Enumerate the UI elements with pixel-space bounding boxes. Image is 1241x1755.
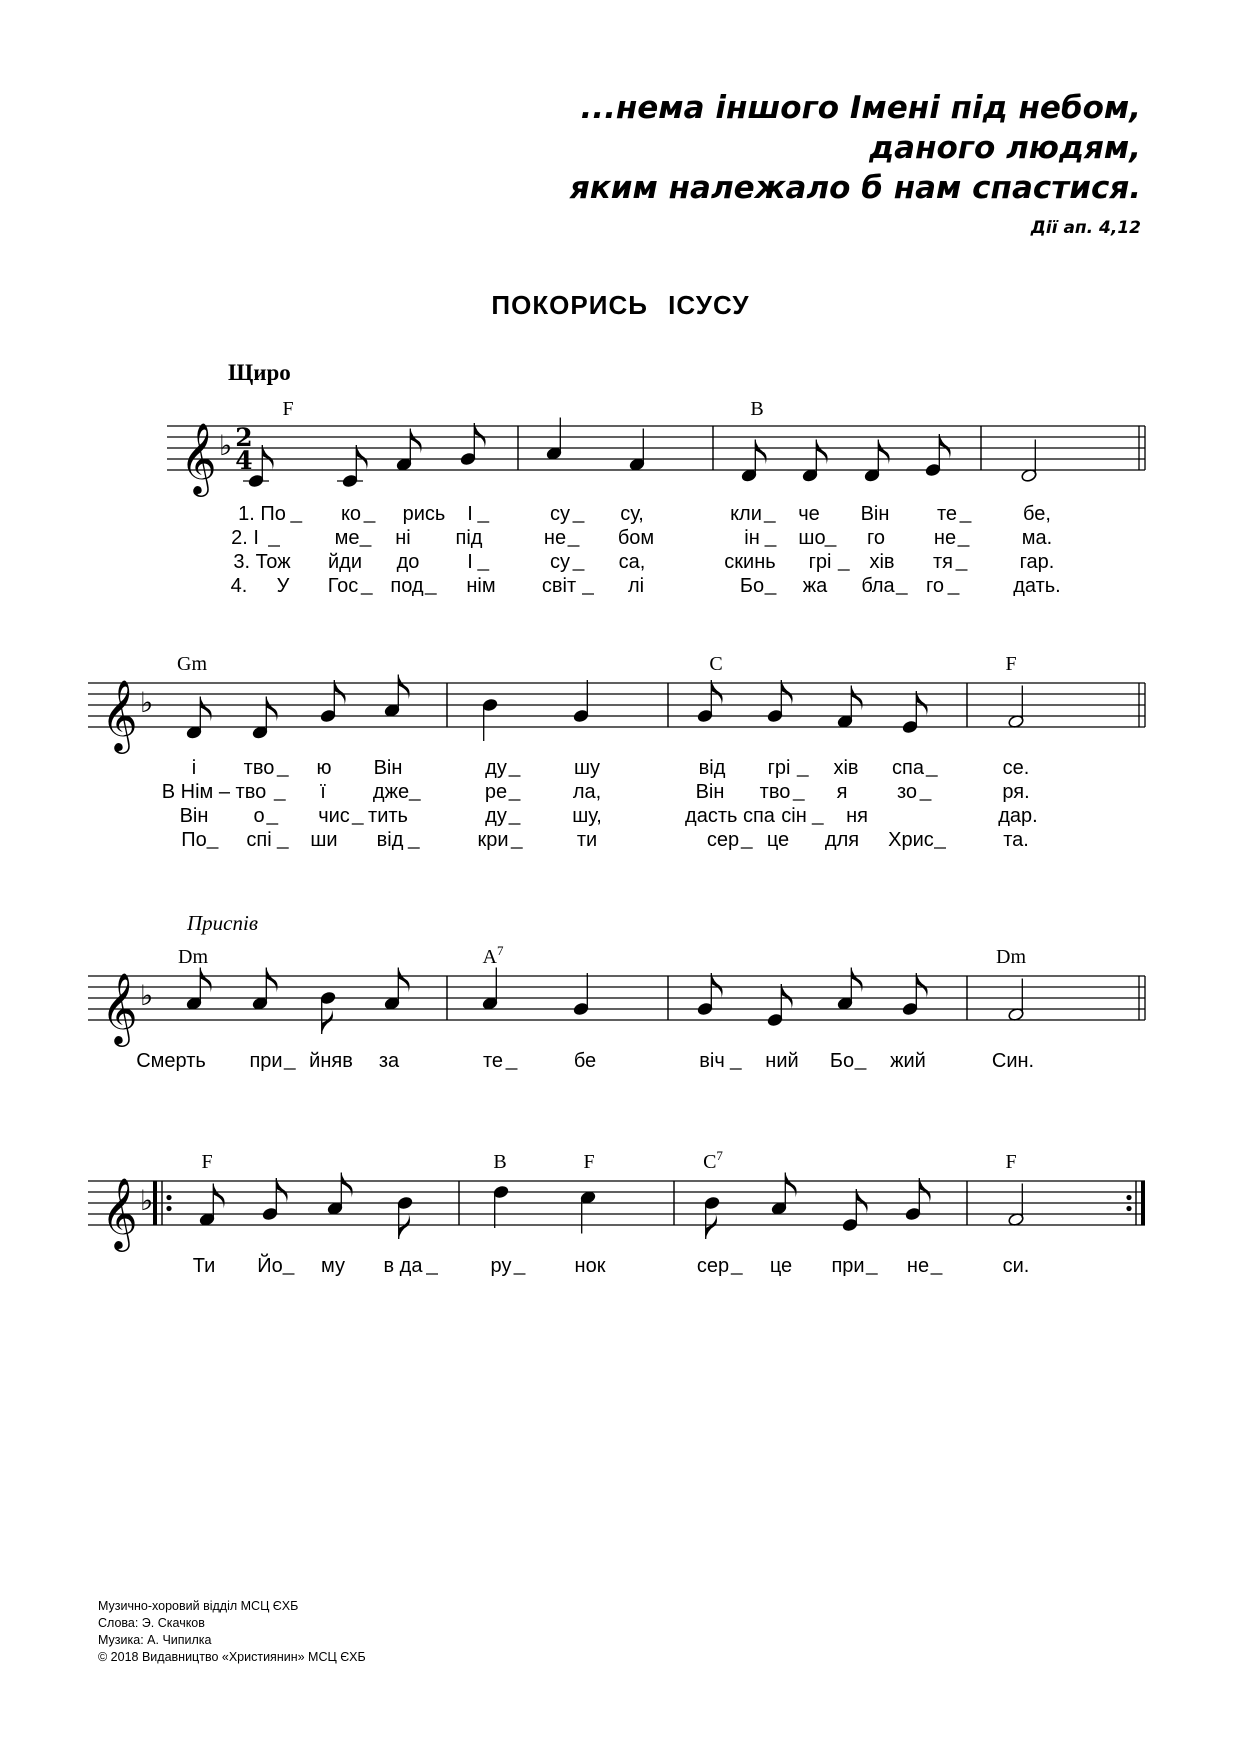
lyric-syllable: ко — [340, 503, 362, 525]
lyric-syllable: І — [467, 551, 473, 573]
note — [1008, 686, 1025, 729]
chord-symbol: B — [493, 1151, 507, 1173]
chord-symbol: F — [201, 1151, 213, 1173]
chord-symbol: F — [1005, 653, 1017, 675]
note-flag — [878, 440, 889, 465]
note — [320, 680, 346, 723]
lyric-syllable: чис — [318, 805, 350, 827]
lyric-syllable: йняв — [309, 1050, 353, 1072]
lyric-syllable: шо — [798, 527, 826, 549]
note — [337, 445, 368, 488]
chord-symbol: F — [1005, 1151, 1017, 1173]
repeat-start-thick — [153, 1181, 157, 1225]
credits-lyrics: Слова: Э. Скачков — [98, 1616, 205, 1630]
lyric-syllable: Гос — [327, 575, 359, 597]
note — [629, 429, 646, 472]
time-signature-bottom: 4 — [235, 446, 253, 475]
lyric-syllable: су — [550, 551, 570, 573]
flat-key-signature: ♭ — [219, 429, 233, 462]
lyric-syllable: сер — [696, 1255, 730, 1277]
chord-symbol: C — [709, 653, 723, 675]
chorus-label: Приспів — [187, 911, 258, 935]
song-title-word-1: ПОКОРИСЬ — [491, 290, 648, 320]
lyric-syllable: ши — [310, 829, 338, 851]
treble-clef-icon: 𝄞 — [180, 421, 217, 494]
note-flag — [410, 429, 421, 454]
note-flag — [916, 973, 927, 998]
lyric-syllable: бом — [617, 527, 655, 549]
lyric-syllable: нім — [466, 575, 496, 597]
lyric-syllable: І — [467, 503, 473, 525]
lyric-syllable: го — [867, 527, 885, 549]
note — [252, 968, 278, 1011]
lyric-syllable: і — [191, 757, 197, 779]
note — [186, 697, 212, 740]
lyric-syllable: Ти — [192, 1255, 216, 1277]
lyric-syllable: гар. — [1019, 551, 1055, 573]
note-flag — [398, 968, 409, 993]
tempo-marking: Щиро — [228, 360, 291, 385]
lyric-syllable: дасть спа — [685, 805, 775, 827]
note — [580, 1190, 597, 1233]
lyric-syllable: кли — [730, 503, 762, 525]
lyric-syllable: в да — [383, 1255, 423, 1277]
lyric-syllable: че — [798, 503, 820, 525]
epigraph-reference: Дії ап. 4,12 — [1030, 218, 1141, 238]
lyric-syllable: світ — [541, 575, 577, 597]
note — [837, 968, 863, 1011]
epigraph-line-3: яким належало б нам спастися. — [569, 170, 1141, 206]
note-flag — [341, 1173, 352, 1198]
note — [384, 968, 410, 1011]
lyric-syllable: Смерть — [136, 1050, 206, 1072]
lyric-syllable: те — [482, 1050, 504, 1072]
lyric-syllable: ю — [316, 757, 332, 779]
chord-symbol: B — [750, 398, 764, 420]
note-flag — [356, 445, 367, 470]
lyric-syllable: нок — [574, 1255, 606, 1277]
note — [320, 991, 337, 1034]
lyric-syllable: дар. — [998, 805, 1038, 827]
lyric-syllable: тя — [933, 551, 953, 573]
note — [842, 1189, 868, 1232]
note — [771, 1173, 797, 1216]
lyric-syllable: при — [831, 1255, 865, 1277]
note-flag — [916, 691, 927, 716]
note-flag — [939, 434, 950, 459]
note — [482, 968, 499, 1011]
staff-system — [88, 653, 1145, 851]
note-flag — [781, 680, 792, 705]
flat-key-signature: ♭ — [140, 1184, 154, 1217]
note — [837, 686, 863, 729]
lyric-syllable: бе, — [1023, 503, 1051, 525]
lyric-syllable: грі — [808, 551, 832, 573]
lyric-syllable: йди — [327, 551, 363, 573]
chord-symbol: Dm — [178, 946, 208, 968]
lyric-syllable: лі — [627, 575, 645, 597]
note-flag — [200, 968, 211, 993]
note — [741, 440, 767, 483]
lyric-syllable: це — [769, 1255, 793, 1277]
lyric-syllable: хів — [869, 551, 895, 573]
lyric-syllable: 1. По — [238, 503, 286, 525]
lyric-syllable: не — [906, 1255, 930, 1277]
note — [327, 1173, 353, 1216]
lyric-syllable: ін — [744, 527, 760, 549]
time-signature-top: 2 — [235, 423, 253, 452]
lyric-syllable: Він — [695, 781, 725, 803]
note-flag — [266, 968, 277, 993]
lyric-syllable: бла — [861, 575, 895, 597]
note-flag — [266, 697, 277, 722]
note — [546, 418, 563, 461]
lyric-syllable: спа — [892, 757, 924, 779]
repeat-dot — [1126, 1195, 1131, 1200]
lyric-syllable: не — [933, 527, 957, 549]
lyric-syllable: віч — [699, 1050, 725, 1072]
lyric-syllable: го — [926, 575, 944, 597]
note-flag — [816, 440, 827, 465]
note — [697, 973, 723, 1016]
lyric-syllable: 4. — [230, 575, 248, 597]
note — [902, 973, 928, 1016]
lyric-syllable: та. — [1003, 829, 1029, 851]
note — [186, 968, 212, 1011]
note — [396, 429, 422, 472]
note — [482, 698, 499, 741]
lyric-syllable: си. — [1002, 1255, 1030, 1277]
credits-department: Музично-хоровий відділ МСЦ ЄХБ — [98, 1599, 299, 1613]
lyric-syllable: Він — [179, 805, 209, 827]
note — [767, 984, 793, 1027]
note — [573, 680, 590, 723]
note-flag — [851, 968, 862, 993]
credits — [98, 1598, 366, 1666]
lyric-syllable: ма. — [1021, 527, 1053, 549]
lyric-syllable: 2. І — [231, 527, 259, 549]
chord-symbol: F — [583, 1151, 595, 1173]
lyric-syllable: я — [836, 781, 848, 803]
lyric-syllable: ня — [846, 805, 868, 827]
treble-clef-icon: 𝄞 — [101, 971, 138, 1044]
lyric-syllable: жий — [890, 1050, 926, 1072]
lyric-syllable: В Нім – тво — [161, 781, 267, 803]
note-flag — [781, 984, 792, 1009]
repeat-dot — [166, 1206, 171, 1211]
note-flag — [399, 1214, 410, 1239]
note — [1008, 979, 1025, 1022]
note — [493, 1185, 510, 1228]
note — [573, 973, 590, 1016]
lyric-syllable: Хрис — [888, 829, 934, 851]
lyric-syllable: під — [455, 527, 483, 549]
lyric-syllable: тво — [759, 781, 791, 803]
lyric-syllable: хів — [833, 757, 859, 779]
lyric-syllable: дать. — [1013, 575, 1061, 597]
repeat-dot — [1126, 1206, 1131, 1211]
note — [262, 1178, 288, 1221]
lyric-syllable: ти — [576, 829, 598, 851]
lyric-syllable: Син. — [991, 1050, 1035, 1072]
lyric-syllable: ла, — [572, 781, 602, 803]
note — [905, 1178, 931, 1221]
note-flag — [398, 675, 409, 700]
staff-system — [88, 1148, 1145, 1277]
credits-music: Музика: А. Чипилка — [98, 1633, 212, 1647]
lyric-syllable: Бо — [829, 1050, 855, 1072]
lyric-syllable: не — [543, 527, 567, 549]
lyric-syllable: шу — [573, 757, 601, 779]
lyric-syllable: рись — [402, 503, 446, 525]
note — [902, 691, 928, 734]
note — [925, 434, 951, 477]
note-flag — [706, 1214, 717, 1239]
flat-key-signature: ♭ — [140, 979, 154, 1012]
lyric-syllable: му — [321, 1255, 345, 1277]
note-flag — [755, 440, 766, 465]
lyric-syllable: под — [390, 575, 424, 597]
note-flag — [474, 423, 485, 448]
lyric-syllable: жа — [802, 575, 828, 597]
lyric-syllable: це — [766, 829, 790, 851]
lyric-syllable: зо — [896, 781, 918, 803]
note-flag — [322, 1009, 333, 1034]
note-flag — [711, 680, 722, 705]
lyric-syllable: ний — [765, 1050, 799, 1072]
lyric-syllable: за — [378, 1050, 400, 1072]
lyric-syllable: грі — [767, 757, 791, 779]
chord-symbol: F — [282, 398, 294, 420]
lyric-syllable: від — [698, 757, 726, 779]
lyric-syllable: від — [376, 829, 404, 851]
lyric-syllable: при — [249, 1050, 283, 1072]
note — [864, 440, 890, 483]
lyric-syllable: до — [396, 551, 420, 573]
lyric-syllable: Він — [860, 503, 890, 525]
lyric-syllable: о — [253, 805, 265, 827]
lyric-syllable: спі — [246, 829, 272, 851]
note-flag — [276, 1178, 287, 1203]
lyric-syllable: Він — [373, 757, 403, 779]
note-flag — [856, 1189, 867, 1214]
lyric-syllable: су — [550, 503, 570, 525]
note — [460, 423, 486, 466]
lyric-syllable: для — [824, 829, 860, 851]
note — [1021, 440, 1038, 483]
chord-symbol: $C^7$ — [703, 1148, 723, 1173]
lyric-syllable: ру — [490, 1255, 512, 1277]
lyric-syllable: ї — [320, 781, 326, 803]
chord-symbol: Gm — [177, 653, 207, 675]
treble-clef-icon: 𝄞 — [101, 1176, 138, 1249]
lyric-syllable: сер — [706, 829, 740, 851]
lyric-syllable: сін — [781, 805, 807, 827]
staff-system — [167, 398, 1145, 597]
lyric-syllable: ні — [395, 527, 411, 549]
lyric-syllable: са, — [618, 551, 646, 573]
note-flag — [919, 1178, 930, 1203]
epigraph-line-1: ...нема іншого Імені під небом, — [580, 90, 1141, 126]
lyric-syllable: ре — [484, 781, 508, 803]
lyric-syllable: бе — [573, 1050, 597, 1072]
note-flag — [711, 973, 722, 998]
lyric-syllable: тить — [368, 805, 408, 827]
lyric-syllable: скинь — [724, 551, 776, 573]
staff-system — [88, 943, 1145, 1072]
note-flag — [851, 686, 862, 711]
lyric-syllable: 3. Тож — [233, 551, 291, 573]
song-title-word-2: ІСУСУ — [668, 290, 750, 320]
lyric-syllable: се. — [1002, 757, 1030, 779]
note — [767, 680, 793, 723]
repeat-end-thick — [1141, 1181, 1145, 1225]
epigraph-line-2: даного людям, — [869, 130, 1141, 166]
credits-copyright: © 2018 Видавництво «Християнин» МСЦ ЄХБ — [98, 1650, 366, 1664]
note-flag — [262, 445, 273, 470]
note — [704, 1196, 721, 1239]
note — [252, 697, 278, 740]
repeat-dot — [166, 1195, 171, 1200]
note — [1008, 1184, 1025, 1227]
flat-key-signature: ♭ — [140, 686, 154, 719]
lyric-syllable: У — [276, 575, 290, 597]
lyric-syllable: ду — [485, 757, 507, 779]
note-flag — [785, 1173, 796, 1198]
note — [397, 1196, 414, 1239]
note-flag — [213, 1184, 224, 1209]
lyric-syllable: ря. — [1002, 781, 1030, 803]
lyric-syllable: тво — [243, 757, 275, 779]
lyric-syllable: По — [181, 829, 207, 851]
note — [697, 680, 723, 723]
lyric-syllable: Йо — [257, 1255, 283, 1277]
lyric-syllable: ме — [334, 527, 360, 549]
lyric-syllable: кри — [477, 829, 509, 851]
note — [199, 1184, 225, 1227]
note-flag — [334, 680, 345, 705]
lyric-syllable: дже — [372, 781, 410, 803]
treble-clef-icon: 𝄞 — [101, 678, 138, 751]
lyric-syllable: шу, — [572, 805, 602, 827]
note — [384, 675, 410, 718]
chord-symbol: $A^7$ — [482, 943, 504, 968]
note-flag — [200, 697, 211, 722]
lyric-syllable: ду — [485, 805, 507, 827]
lyric-syllable: те — [936, 503, 958, 525]
note — [802, 440, 828, 483]
lyric-syllable: Бо — [739, 575, 765, 597]
chord-symbol: Dm — [996, 946, 1026, 968]
lyric-syllable: су, — [620, 503, 644, 525]
